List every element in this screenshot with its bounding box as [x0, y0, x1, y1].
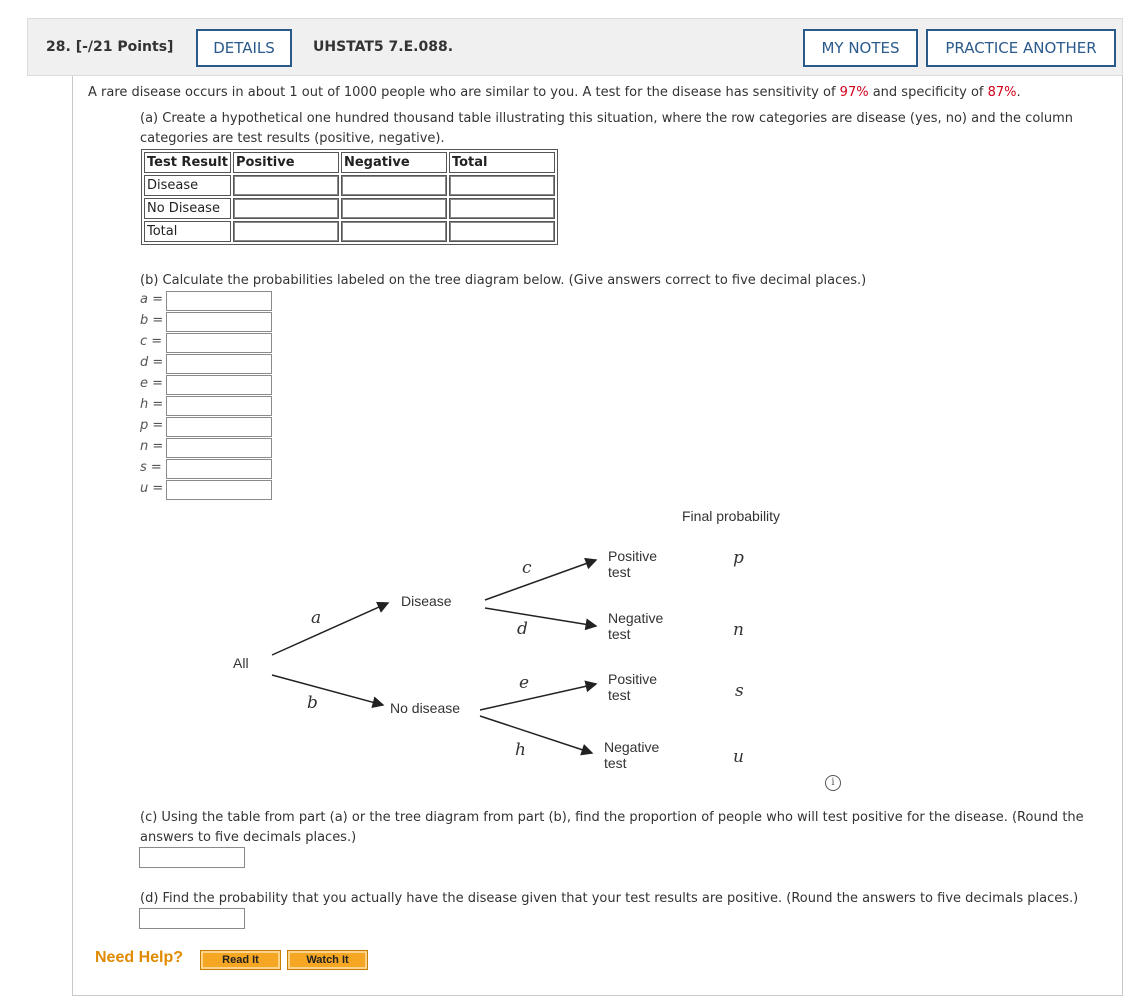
node-positive-1: Positive test	[608, 548, 658, 580]
var-n: n	[733, 620, 744, 640]
table-cell[interactable]	[341, 198, 447, 219]
table-header: Positive	[233, 152, 339, 173]
answer-d-input[interactable]	[166, 354, 272, 374]
node-disease: Disease	[401, 593, 452, 609]
tree-diagram	[200, 500, 620, 790]
var-p: p	[733, 548, 744, 568]
part-d-text: (d) Find the probability that you actually have the disease given that your test results are positive. (Round the answers to five decimals places.)	[140, 891, 1079, 906]
label-u: u =	[140, 481, 164, 496]
table-input[interactable]	[450, 176, 554, 195]
label-a: a =	[140, 292, 163, 307]
node-all: All	[233, 655, 249, 671]
points-label: [-/21 Points]	[75, 39, 174, 55]
answer-n-input[interactable]	[166, 438, 272, 458]
table-cell[interactable]	[341, 221, 447, 242]
label-c: c =	[140, 334, 163, 349]
branch-disease-positive	[485, 560, 596, 600]
var-h: h	[515, 740, 526, 760]
table-input[interactable]	[234, 176, 338, 195]
node-positive-2: Positive test	[608, 671, 658, 703]
label-d: d =	[140, 355, 164, 370]
answer-a-input[interactable]	[166, 291, 272, 311]
answer-h-input[interactable]	[166, 396, 272, 416]
my-notes-button[interactable]: MY NOTES	[803, 29, 918, 67]
branch-disease-negative	[485, 608, 596, 626]
table-input[interactable]	[234, 199, 338, 218]
part-a-text: (a) Create a hypothetical one hundred thousand table illustrating this situation, where the row categories are disease (yes, no) and the column	[140, 111, 1074, 126]
row-label: Disease	[144, 175, 231, 196]
answer-d-probability-input[interactable]	[139, 908, 245, 929]
var-c: c	[522, 558, 532, 578]
table-header: Test Result	[144, 152, 231, 173]
answer-u-input[interactable]	[166, 480, 272, 500]
label-p: p =	[140, 418, 164, 433]
row-label: Total	[144, 221, 231, 242]
table-input[interactable]	[450, 199, 554, 218]
table-input[interactable]	[234, 222, 338, 241]
final-probability-label: Final probability	[682, 508, 781, 524]
part-c-text-2: answers to five decimals places.)	[140, 830, 357, 845]
table-cell[interactable]	[449, 175, 555, 196]
answer-c-input[interactable]	[166, 333, 272, 353]
answer-p-input[interactable]	[166, 417, 272, 437]
table-header: Negative	[341, 152, 447, 173]
specificity-value: 87%	[987, 85, 1017, 100]
part-c-text: (c) Using the table from part (a) or the tree diagram from part (b), find the proportion of people who will test positive for the disease. (Round the	[140, 810, 1084, 825]
answer-b-input[interactable]	[166, 312, 272, 332]
answer-s-input[interactable]	[166, 459, 272, 479]
table-cell[interactable]	[449, 221, 555, 242]
contingency-table	[141, 149, 558, 245]
var-u: u	[733, 747, 744, 767]
node-negative-1: Negative test	[608, 610, 664, 642]
assignment-code: UHSTAT5 7.E.088.	[313, 39, 454, 55]
row-label: No Disease	[144, 198, 231, 219]
question-intro: A rare disease occurs in about 1 out of 1000 people who are similar to you. A test for the disease has sensitivity of 97% and specificity of 87%.	[88, 85, 1021, 100]
table-cell[interactable]	[233, 175, 339, 196]
read-it-button[interactable]: Read It	[200, 950, 281, 970]
table-cell[interactable]	[449, 198, 555, 219]
part-a-text-2: categories are test results (positive, negative).	[140, 131, 445, 146]
table-input[interactable]	[450, 222, 554, 241]
table-cell[interactable]	[233, 221, 339, 242]
part-b-text: (b) Calculate the probabilities labeled on the tree diagram below. (Give answers correct to five decimal places.)	[140, 273, 867, 288]
label-s: s =	[140, 460, 162, 475]
branch-nodisease-negative	[480, 716, 592, 753]
label-h: h =	[140, 397, 164, 412]
label-n: n =	[140, 439, 164, 454]
label-e: e =	[140, 376, 164, 391]
node-no-disease: No disease	[390, 700, 461, 716]
question-header	[27, 18, 1123, 76]
table-input[interactable]	[342, 176, 446, 195]
practice-another-button[interactable]: PRACTICE ANOTHER	[926, 29, 1116, 67]
table-cell[interactable]	[233, 198, 339, 219]
answer-c-proportion-input[interactable]	[139, 847, 245, 868]
table-input[interactable]	[342, 222, 446, 241]
watch-it-button[interactable]: Watch It	[287, 950, 368, 970]
label-b: b =	[140, 313, 164, 328]
table-input[interactable]	[342, 199, 446, 218]
need-help-label: Need Help?	[95, 949, 184, 966]
var-b: b	[307, 693, 318, 713]
table-cell[interactable]	[341, 175, 447, 196]
details-button[interactable]: DETAILS	[196, 29, 292, 67]
branch-nodisease-positive	[480, 684, 596, 710]
table-header: Total	[449, 152, 555, 173]
node-negative-2: Negative test	[604, 739, 660, 771]
info-icon[interactable]: i	[825, 775, 841, 791]
var-s: s	[735, 681, 744, 701]
branch-disease	[272, 603, 388, 655]
var-d: d	[517, 619, 528, 639]
var-e: e	[519, 673, 530, 693]
answer-e-input[interactable]	[166, 375, 272, 395]
sensitivity-value: 97%	[839, 85, 869, 100]
var-a: a	[311, 608, 322, 628]
question-number: 28. [-/21 Points]	[46, 39, 174, 55]
branch-no-disease	[272, 675, 383, 705]
